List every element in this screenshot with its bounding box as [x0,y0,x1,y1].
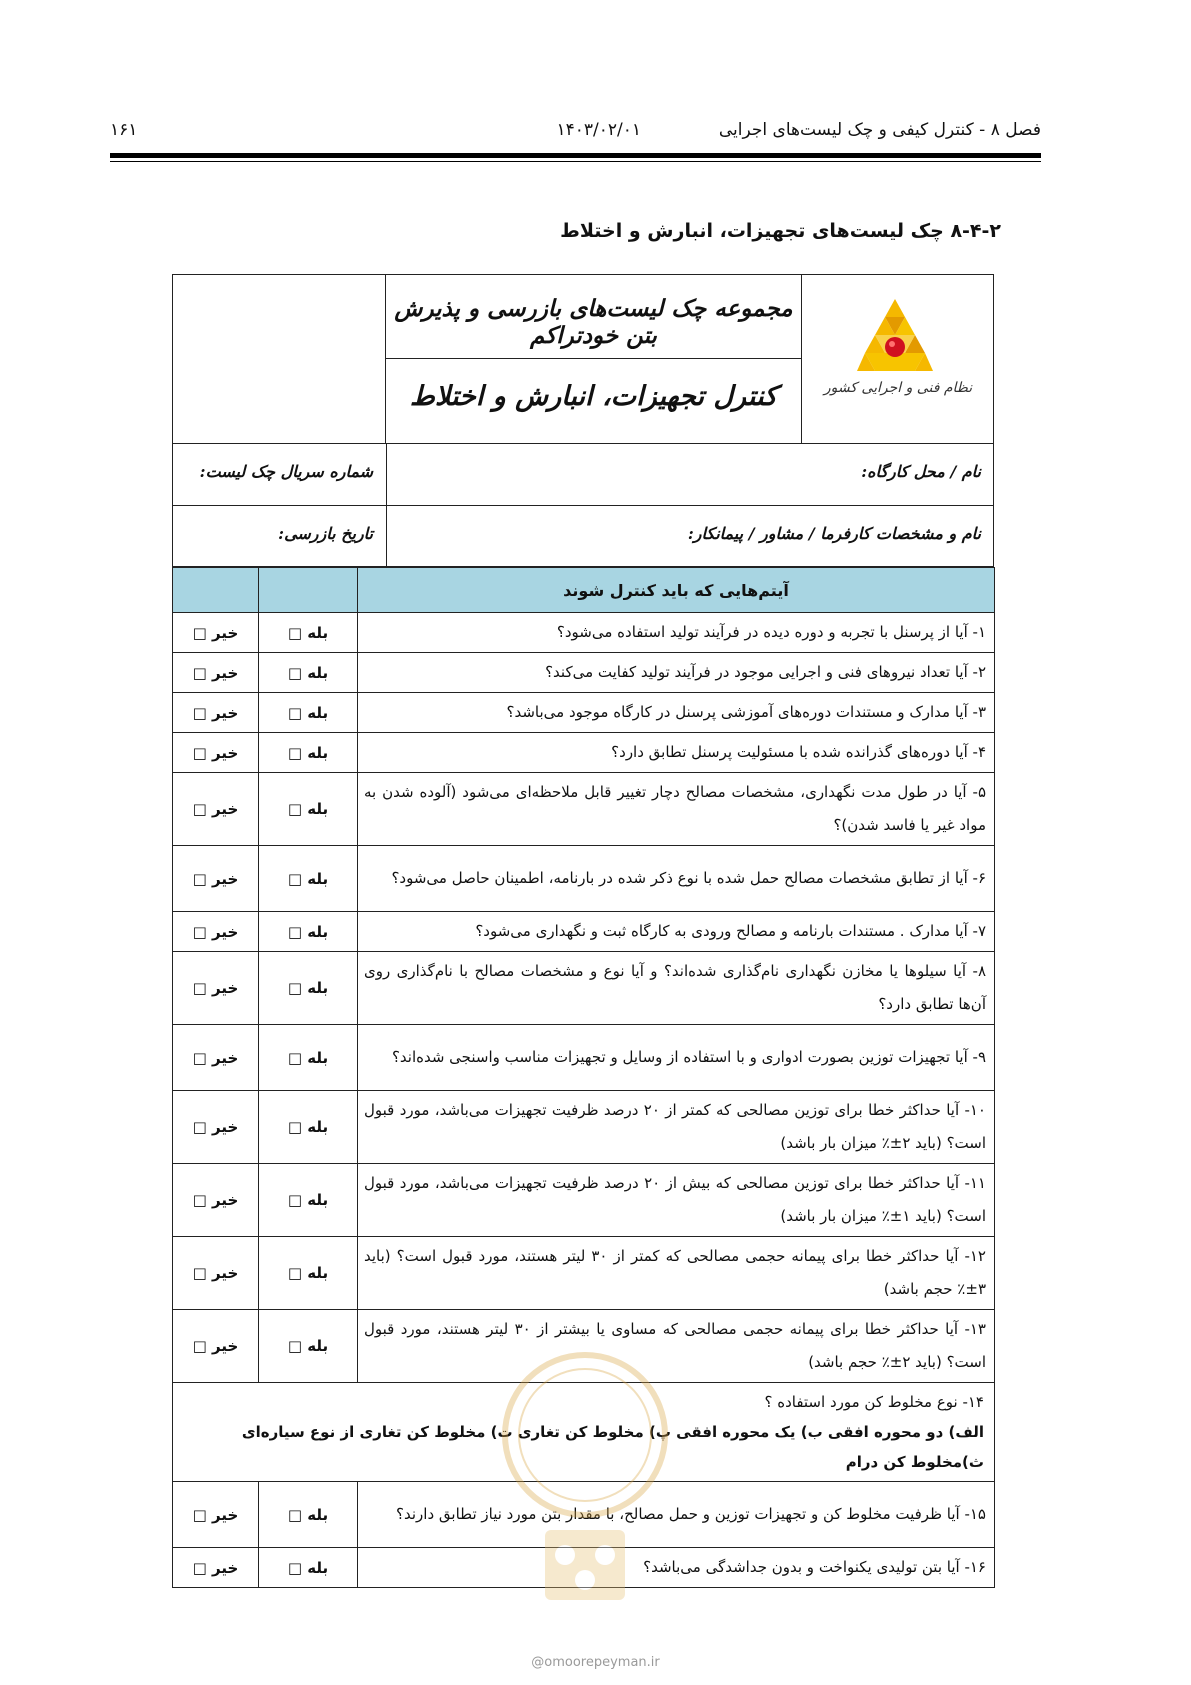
client-row [173,505,993,568]
yes-checkbox[interactable]: بله □ [259,1548,358,1588]
inspection-date-label: تاریخ بازرسی: [278,524,373,543]
item-question: ۷- آیا مدارک . مستندات بارنامه و مصالح ورودی به کارگاه ثبت و نگهداری می‌شود؟ [358,912,995,952]
mixer-type-choices: الف) دو محوره افقی ب) یک محوره افقی پ) مخلوط کن تغاری ت) مخلوط کن تغاری از نوع سیاره‌ای [241,1423,984,1441]
form-subtitle: کنترل تجهیزات، انبارش و اختلاط [409,381,778,412]
checklist-header-row [173,568,995,613]
no-checkbox[interactable]: خیر □ [173,1482,259,1548]
table-row [173,733,995,773]
no-checkbox[interactable]: خیر □ [173,1025,259,1091]
item-question: ۹- آیا تجهیزات توزین بصورت ادواری و با استفاده از وسایل و تجهیزات مناسب واسنجی شده‌اند؟ [358,1025,995,1091]
form-subtitle-cell [386,359,801,443]
no-checkbox[interactable]: خیر □ [173,613,259,653]
item-question: ۱۰- آیا حداکثر خطا برای توزین مصالحی که کمتر از ۲۰ درصد ظرفیت تجهیزات می‌باشد، مورد قبول است؟ (باید ۲±٪ میزان بار باشد) [358,1091,995,1164]
item-question: ۶- آیا از تطابق مشخصات مصالح حمل شده با نوع ذکر شده در بارنامه، اطمینان حاصل می‌شود؟ [358,846,995,912]
yes-checkbox[interactable]: بله □ [259,846,358,912]
table-row [173,952,995,1025]
yes-checkbox[interactable]: بله □ [259,653,358,693]
no-checkbox[interactable]: خیر □ [173,912,259,952]
yes-checkbox[interactable]: بله □ [259,1310,358,1383]
no-checkbox[interactable]: خیر □ [173,1237,259,1310]
item-question: ۱- آیا از پرسنل با تجربه و دوره دیده در فرآیند تولید استفاده می‌شود؟ [358,613,995,653]
no-checkbox[interactable]: خیر □ [173,733,259,773]
table-row [173,1091,995,1164]
footer-url: @omoorepeyman.ir [531,1655,660,1670]
blank-cell [173,275,386,443]
no-checkbox[interactable]: خیر □ [173,693,259,733]
table-row [173,613,995,653]
section-title: ۸-۴-۲ چک لیست‌های تجهیزات، انبارش و اختلاط [560,220,1001,242]
page-number: ۱۶۱ [110,120,138,140]
yes-checkbox[interactable]: بله □ [259,733,358,773]
items-header: آیتم‌هایی که باید کنترل شوند [358,568,995,613]
header-rule-thin [110,161,1041,162]
site-label: نام / محل کارگاه: [861,462,981,481]
table-row [173,912,995,952]
no-checkbox[interactable]: خیر □ [173,1091,259,1164]
item-question: ۵- آیا در طول مدت نگهداری، مشخصات مصالح دچار تغییر قابل ملاحظه‌ای می‌شود (آلوده شدن به مواد غیر یا فاسد شدن)؟ [358,773,995,846]
no-checkbox[interactable]: خیر □ [173,653,259,693]
yes-checkbox[interactable]: بله □ [259,1164,358,1237]
form-header-box [172,274,994,567]
no-checkbox[interactable]: خیر □ [173,1164,259,1237]
no-checkbox[interactable]: خیر □ [173,952,259,1025]
header-rule-thick [110,153,1041,158]
yes-checkbox[interactable]: بله □ [259,613,358,653]
table-row [173,1164,995,1237]
yes-checkbox[interactable]: بله □ [259,1482,358,1548]
site-row [173,443,993,505]
logo-caption: نظام فنی و اجرایی کشور [823,380,973,396]
yes-checkbox[interactable]: بله □ [259,952,358,1025]
yes-checkbox[interactable]: بله □ [259,912,358,952]
no-checkbox[interactable]: خیر □ [173,846,259,912]
yes-checkbox[interactable]: بله □ [259,1091,358,1164]
form-title-cell [386,275,801,359]
yes-checkbox[interactable]: بله □ [259,773,358,846]
mixer-type-question: ۱۴- نوع مخلوط کن مورد استفاده ؟ [764,1393,984,1411]
item-question: ۱۱- آیا حداکثر خطا برای توزین مصالحی که بیش از ۲۰ درصد ظرفیت تجهیزات می‌باشد، مورد قبول است؟ (باید ۱±٪ میزان بار باشد) [358,1164,995,1237]
yes-checkbox[interactable]: بله □ [259,1237,358,1310]
yes-checkbox[interactable]: بله □ [259,1025,358,1091]
item-question: ۳- آیا مدارک و مستندات دوره‌های آموزشی پرسنل در کارگاه موجود می‌باشد؟ [358,693,995,733]
item-question: ۲- آیا تعداد نیروهای فنی و اجرایی موجود در فرآیند تولید کفایت می‌کند؟ [358,653,995,693]
client-label: نام و مشخصات کارفرما / مشاور / پیمانکار: [687,524,981,543]
table-row [173,653,995,693]
yes-checkbox[interactable]: بله □ [259,693,358,733]
chapter-title: فصل ۸ - کنترل کیفی و چک لیست‌های اجرایی [718,120,1041,140]
no-header [173,568,259,613]
table-row [173,1237,995,1310]
mixer-type-choice-drum: ث)مخلوط کن درام [845,1453,984,1471]
serial-label: شماره سریال چک لیست: [199,462,373,481]
table-row [173,773,995,846]
item-question: ۱۲- آیا حداکثر خطا برای پیمانه حجمی مصالحی که کمتر از ۳۰ لیتر هستند، مورد قبول است؟ (باید ۳±٪ حجم باشد) [358,1237,995,1310]
item-question: ۱۳- آیا حداکثر خطا برای پیمانه حجمی مصالحی که مساوی یا بیشتر از ۳۰ لیتر هستند، مورد قبول است؟ (باید ۲±٪ حجم باشد) [358,1310,995,1383]
item-question: ۸- آیا سیلوها یا مخازن نگهداری نام‌گذاری شده‌اند؟ و آیا نوع و مشخصات مصالح با نام‌گذاری روی آن‌ها تطابق دارد؟ [358,952,995,1025]
item-question: ۱۶- آیا بتن تولیدی یکنواخت و بدون جداشدگی می‌باشد؟ [358,1548,995,1588]
table-row [173,693,995,733]
item-question: ۱۵- آیا ظرفیت مخلوط کن و تجهیزات توزین و حمل مصالح، با مقدار بتن مورد نیاز تطابق دارند؟ [358,1482,995,1548]
table-row [173,846,995,912]
watermark-seal-icon [490,1340,680,1610]
page-header [110,120,1041,150]
no-checkbox[interactable]: خیر □ [173,1310,259,1383]
no-checkbox[interactable]: خیر □ [173,1548,259,1588]
form-title: مجموعه چک لیست‌های بازرسی و پذیرش بتن خودتراکم [394,295,793,349]
header-date: ۱۴۰۳/۰۲/۰۱ [556,120,641,140]
organization-logo-icon [857,297,933,375]
item-question: ۴- آیا دوره‌های گذرانده شده با مسئولیت پرسنل تطابق دارد؟ [358,733,995,773]
no-checkbox[interactable]: خیر □ [173,773,259,846]
table-row [173,1025,995,1091]
yes-header [259,568,358,613]
logo-cell [801,275,993,443]
